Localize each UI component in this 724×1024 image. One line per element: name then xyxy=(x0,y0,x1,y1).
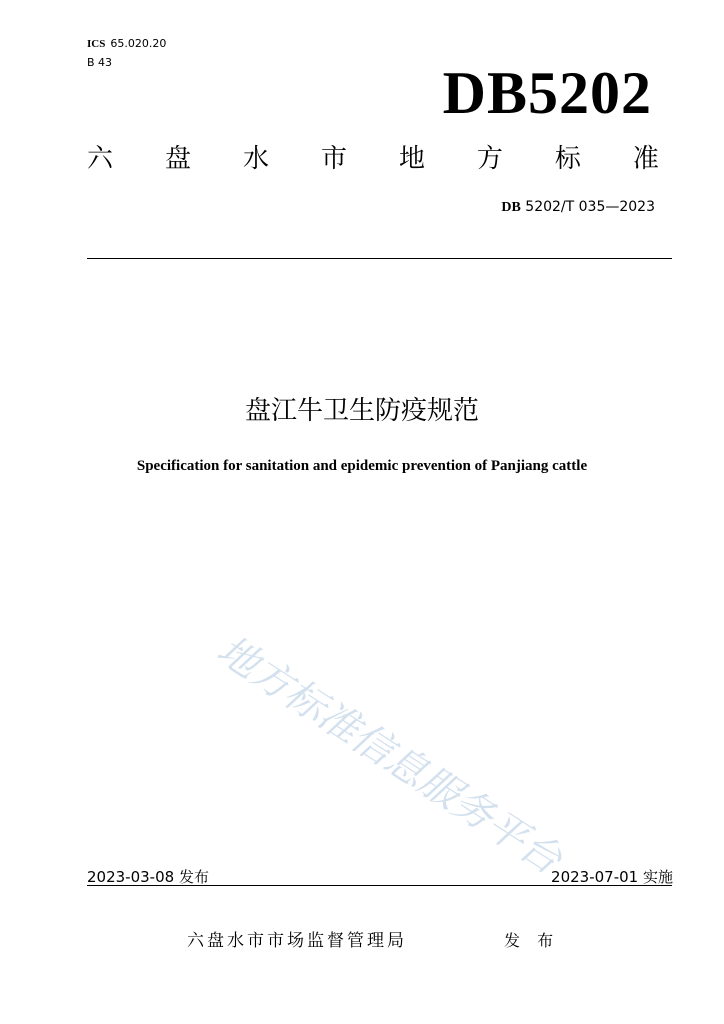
standard-number xyxy=(501,198,655,217)
standard-type-char: 标 xyxy=(554,144,581,174)
implementation-date: 2023-07-01 实施 xyxy=(551,868,673,886)
bottom-divider xyxy=(87,885,672,886)
standard-type-char: 水 xyxy=(242,144,269,174)
top-divider xyxy=(87,258,672,259)
standard-type-char: 六 xyxy=(87,144,114,174)
ccs-code: B 43 xyxy=(87,56,113,69)
ics-label: ICS xyxy=(87,38,106,50)
title-chinese: 盘江牛卫生防疫规范 xyxy=(244,396,479,426)
ics-code xyxy=(87,37,166,51)
standard-type-char: 市 xyxy=(320,144,347,174)
ics-value: 65.020.20 xyxy=(110,37,167,50)
standard-type xyxy=(87,143,659,175)
title-english: Specification for sanitation and epidemic prevention of Panjiang cattle xyxy=(136,458,588,474)
standard-type-char: 地 xyxy=(398,144,425,174)
issuer: 六盘水市市场监督管理局 xyxy=(187,931,407,951)
issued-label: 发 布 xyxy=(504,931,560,950)
standard-number-prefix: DB xyxy=(501,200,521,215)
standard-number-value: 5202/T 035—2023 xyxy=(520,199,655,215)
standard-type-char: 盘 xyxy=(164,144,191,174)
standard-type-char: 方 xyxy=(476,144,503,174)
standard-type-char: 准 xyxy=(632,144,659,174)
release-date: 2023-03-08 发布 xyxy=(87,868,209,886)
standard-code-large: DB5202 xyxy=(442,60,652,126)
watermark: 地方标准信息服务平台 xyxy=(208,626,570,884)
